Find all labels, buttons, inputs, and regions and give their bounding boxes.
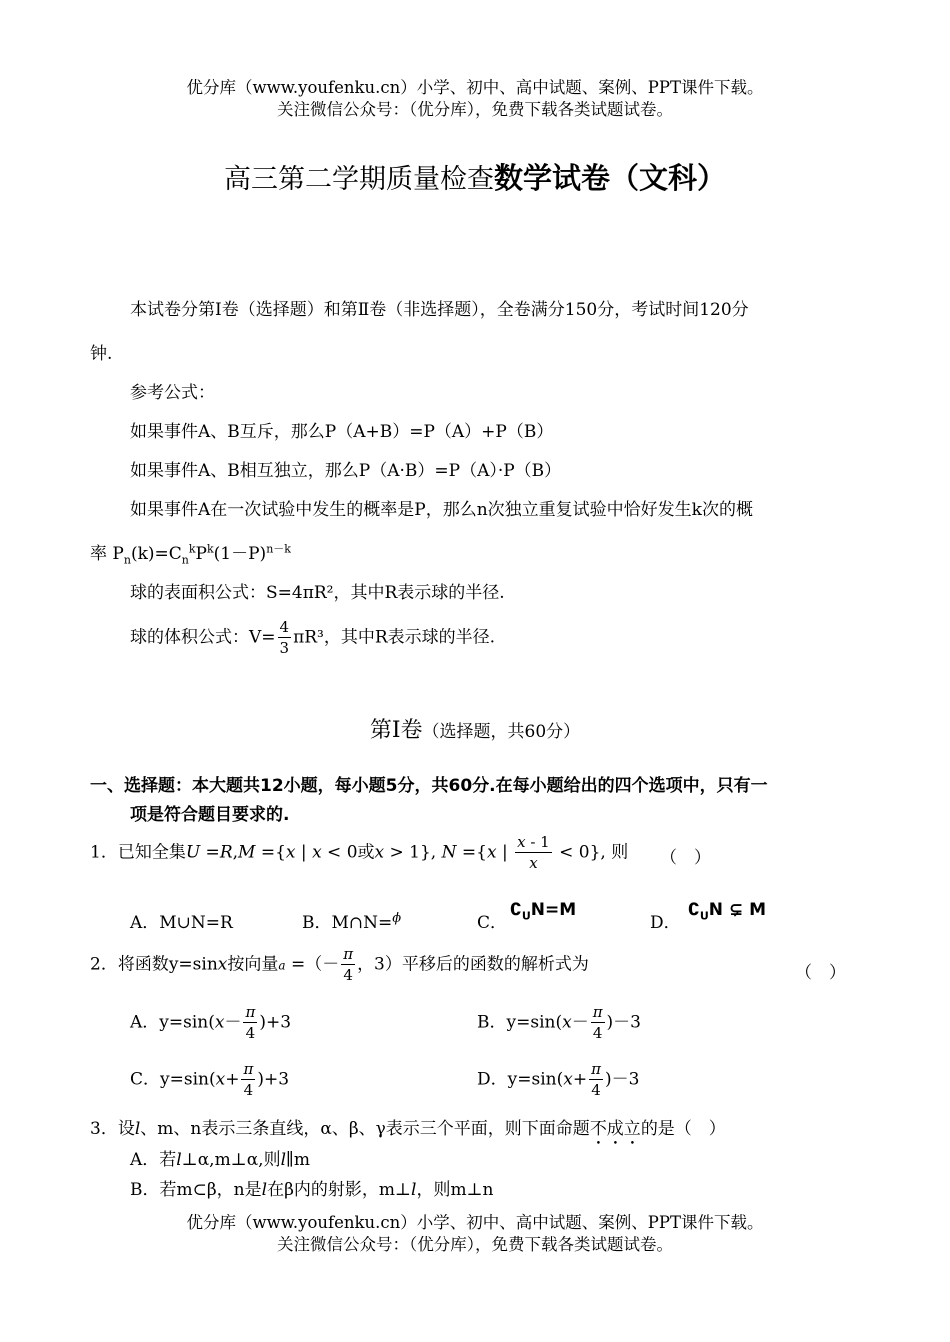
page-title: [0, 156, 950, 197]
q3-option-a-text: A．若: [130, 1150, 177, 1170]
q3-number: 3．: [90, 1119, 118, 1139]
q2-option-b-text: B．y=sin(: [477, 1012, 563, 1033]
q3-stem-end: 的是（ ）: [640, 1119, 726, 1139]
q2-option-a: A．y=sin(x－ $\frac{\pi}{4}$ )+3: [130, 1003, 292, 1042]
q1-option-b: B．M∩N=$^\phi$: [302, 911, 402, 933]
section-1-heading: [0, 713, 950, 744]
q1-option-d-label: D．: [650, 913, 681, 933]
q2-option-c-text: C．y=sin(: [130, 1069, 216, 1090]
header-line-1: 优分库（www.youfenku.cn）小学、初中、高中试题、案例、PPT课件下载。: [186, 78, 764, 97]
footer-line-2: 关注微信公众号：（优分库），免费下载各类试题试卷。: [277, 1235, 673, 1254]
q1-option-c-formula: $∁_UN=M$: [510, 900, 577, 923]
formula-3: 如果事件A在一次试验中发生的概率是P，那么n次独立重复试验中恰好发生k次的概: [130, 500, 753, 520]
formula-5: [130, 620, 495, 656]
formula-2: 如果事件A、B相互独立，那么P（A·B）=P（A）·P（B）: [130, 461, 562, 481]
q2-fraction: $\frac{\pi}{4}$: [343, 945, 354, 984]
q2-number: 2．: [90, 954, 118, 975]
q2-stem-2: 按向量: [227, 954, 279, 975]
q1-option-d-complement: ∁: [688, 900, 700, 920]
title-plain: 高三第二学期质量检查: [223, 164, 494, 195]
q1-stem: 已知全集: [117, 842, 186, 863]
section-1-instruction-1: 一、选择题：本大题共12小题，每小题5分，共60分.在每小题给出的四个选项中，只有一: [90, 776, 768, 796]
q2-option-d: D．y=sin(x+ $\frac{\pi}{4}$ )－3: [477, 1060, 640, 1099]
q2-option-d-text: D．y=sin(: [477, 1069, 564, 1090]
q1-option-c-complement: ∁: [510, 900, 522, 920]
q1-option-a: A．M∪N=R: [130, 913, 233, 933]
section-1-instruction-2: 项是符合题目要求的.: [130, 805, 290, 825]
q2-stem-3: ，3）平移后的函数的解析式为: [357, 954, 589, 975]
formula-5-prefix: 球的体积公式：V=: [130, 627, 276, 648]
question-3: 3．设l、m、n表示三条直线，α、β、γ表示三个平面，则下面命题不成立的是（ ）: [90, 1119, 726, 1139]
q1-option-b-text: B．M∩N=: [302, 913, 393, 933]
title-bold: 数学试卷（文科）: [493, 161, 726, 195]
question-2: 2．将函数y=sinx按向量a =（－ $\frac{\pi}{4}$ ，3）平移后的函数的解析式为: [90, 945, 589, 984]
formula-1: 如果事件A、B互斥，那么P（A+B）=P（A）+P（B）: [130, 422, 554, 442]
formula-3-prefix: 率 P: [90, 544, 124, 564]
q2-option-b: B．y=sin(x－ $\frac{\pi}{4}$ )－3: [477, 1003, 641, 1042]
q1-fraction: $\frac{x - 1}{x}$: [517, 833, 550, 872]
q3-stem: 设: [117, 1119, 135, 1139]
q3-stem-2: 、m、n表示三条直线，α、β、γ表示三个平面，则下面命题: [140, 1119, 590, 1139]
q3-option-b: B．若m⊂β，n是l在β内的射影，m⊥l，则m⊥n: [130, 1180, 494, 1200]
formula-3-cont: 率 $P_n(k)=C_n^kP^k(1-P)^{n-k}$: [90, 542, 291, 567]
q3-option-a: A．若l⊥α,m⊥α,则l∥m: [130, 1150, 311, 1170]
header-line-2: 关注微信公众号：（优分库），免费下载各类试题试卷。: [277, 100, 673, 119]
q1-number: 1．: [90, 842, 118, 863]
q3-option-b-text: B．若m⊂β，n是: [130, 1180, 262, 1200]
fraction-4-3: $\frac{4}{3}$: [279, 618, 290, 657]
question-1: 1．已知全集U =R,M ={x | x < 0或x > 1}, N ={x | $\frac{x - 1}{x}$ < 0}, 则: [90, 833, 629, 872]
intro-line-1-end: 钟.: [90, 344, 113, 364]
intro-line-1: 本试卷分第Ⅰ卷（选择题）和第Ⅱ卷（非选择题），全卷满分150分，考试时间120分: [130, 300, 749, 320]
q3-emphasis: 不成立: [589, 1119, 641, 1139]
q2-stem: 将函数y=sin: [117, 954, 218, 975]
formula-5-suffix: πR³，其中R表示球的半径.: [293, 627, 496, 648]
q2-option-c: C．y=sin(x+ $\frac{\pi}{4}$ )+3: [130, 1060, 290, 1099]
section-1-title: 第Ⅰ卷: [369, 718, 423, 743]
q1-option-d-formula: $∁_UN$ ⊊ M: [688, 900, 767, 923]
footer-line-1: 优分库（www.youfenku.cn）小学、初中、高中试题、案例、PPT课件下载。: [186, 1213, 764, 1232]
formula-4: 球的表面积公式：S=4πR²，其中R表示球的半径.: [130, 583, 505, 603]
section-1-subtitle: （选择题，共60分）: [422, 722, 581, 742]
reference-title: 参考公式：: [130, 383, 215, 403]
q2-option-a-text: A．y=sin(: [130, 1012, 215, 1033]
q1-option-c: [477, 908, 507, 933]
q1-option-c-label: C．: [477, 913, 508, 933]
q1-answer-paren: （ ）: [660, 848, 711, 868]
q2-answer-paren: （ ）: [795, 963, 846, 983]
q1-option-d: [650, 908, 681, 933]
